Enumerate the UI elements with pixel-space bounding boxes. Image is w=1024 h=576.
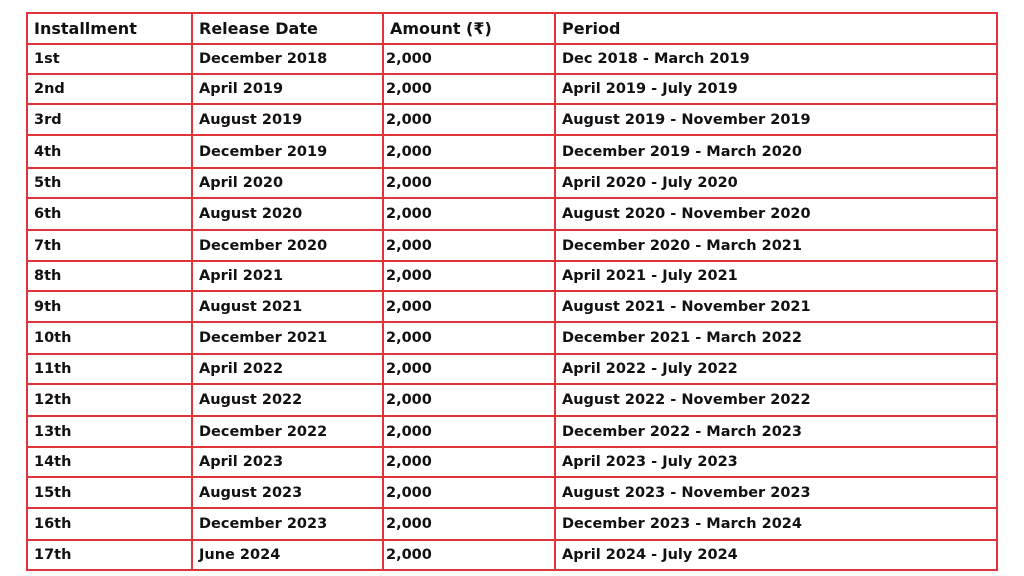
cell-amount: 2,000 bbox=[383, 230, 555, 261]
cell-installment: 12th bbox=[27, 384, 192, 416]
cell-release-date: August 2022 bbox=[192, 384, 383, 416]
cell-period: December 2023 - March 2024 bbox=[555, 508, 997, 540]
header-release-date: Release Date bbox=[192, 13, 383, 44]
cell-installment: 9th bbox=[27, 291, 192, 322]
cell-period: April 2024 - July 2024 bbox=[555, 540, 997, 570]
cell-period: August 2023 - November 2023 bbox=[555, 477, 997, 508]
cell-amount: 2,000 bbox=[383, 74, 555, 104]
cell-release-date: April 2021 bbox=[192, 261, 383, 291]
cell-period: August 2021 - November 2021 bbox=[555, 291, 997, 322]
cell-period: December 2022 - March 2023 bbox=[555, 416, 997, 447]
cell-installment: 13th bbox=[27, 416, 192, 447]
cell-installment: 10th bbox=[27, 322, 192, 354]
cell-release-date: August 2023 bbox=[192, 477, 383, 508]
cell-amount: 2,000 bbox=[383, 44, 555, 74]
cell-release-date: August 2019 bbox=[192, 104, 383, 135]
installments-table bbox=[26, 12, 998, 571]
table-row bbox=[27, 354, 997, 384]
table-row bbox=[27, 291, 997, 322]
cell-installment: 5th bbox=[27, 168, 192, 198]
table-body bbox=[27, 44, 997, 570]
cell-period: April 2022 - July 2022 bbox=[555, 354, 997, 384]
cell-period: Dec 2018 - March 2019 bbox=[555, 44, 997, 74]
cell-release-date: December 2021 bbox=[192, 322, 383, 354]
cell-amount: 2,000 bbox=[383, 135, 555, 168]
cell-installment: 2nd bbox=[27, 74, 192, 104]
cell-period: April 2019 - July 2019 bbox=[555, 74, 997, 104]
table-row bbox=[27, 477, 997, 508]
table-row bbox=[27, 508, 997, 540]
cell-amount: 2,000 bbox=[383, 540, 555, 570]
cell-amount: 2,000 bbox=[383, 477, 555, 508]
table-row bbox=[27, 74, 997, 104]
table-row bbox=[27, 540, 997, 570]
cell-amount: 2,000 bbox=[383, 447, 555, 477]
cell-installment: 17th bbox=[27, 540, 192, 570]
header-amount: Amount (₹) bbox=[383, 13, 555, 44]
cell-period: December 2019 - March 2020 bbox=[555, 135, 997, 168]
cell-release-date: December 2018 bbox=[192, 44, 383, 74]
table-row bbox=[27, 230, 997, 261]
cell-amount: 2,000 bbox=[383, 198, 555, 230]
cell-amount: 2,000 bbox=[383, 384, 555, 416]
cell-installment: 15th bbox=[27, 477, 192, 508]
cell-release-date: April 2019 bbox=[192, 74, 383, 104]
cell-amount: 2,000 bbox=[383, 322, 555, 354]
table-row bbox=[27, 384, 997, 416]
cell-period: August 2020 - November 2020 bbox=[555, 198, 997, 230]
cell-installment: 7th bbox=[27, 230, 192, 261]
cell-release-date: April 2022 bbox=[192, 354, 383, 384]
cell-amount: 2,000 bbox=[383, 416, 555, 447]
cell-installment: 14th bbox=[27, 447, 192, 477]
cell-release-date: August 2020 bbox=[192, 198, 383, 230]
table-row bbox=[27, 416, 997, 447]
header-installment: Installment bbox=[27, 13, 192, 44]
cell-amount: 2,000 bbox=[383, 291, 555, 322]
cell-amount: 2,000 bbox=[383, 508, 555, 540]
cell-period: August 2022 - November 2022 bbox=[555, 384, 997, 416]
cell-release-date: August 2021 bbox=[192, 291, 383, 322]
cell-amount: 2,000 bbox=[383, 354, 555, 384]
cell-period: August 2019 - November 2019 bbox=[555, 104, 997, 135]
table-row bbox=[27, 198, 997, 230]
cell-release-date: June 2024 bbox=[192, 540, 383, 570]
cell-installment: 1st bbox=[27, 44, 192, 74]
table-row bbox=[27, 261, 997, 291]
cell-release-date: December 2022 bbox=[192, 416, 383, 447]
table-header bbox=[27, 13, 997, 44]
table-row bbox=[27, 135, 997, 168]
cell-release-date: April 2023 bbox=[192, 447, 383, 477]
cell-installment: 11th bbox=[27, 354, 192, 384]
cell-installment: 4th bbox=[27, 135, 192, 168]
cell-installment: 16th bbox=[27, 508, 192, 540]
cell-installment: 8th bbox=[27, 261, 192, 291]
cell-release-date: April 2020 bbox=[192, 168, 383, 198]
header-row bbox=[27, 13, 997, 44]
cell-period: December 2021 - March 2022 bbox=[555, 322, 997, 354]
cell-release-date: December 2019 bbox=[192, 135, 383, 168]
table-row bbox=[27, 104, 997, 135]
cell-installment: 6th bbox=[27, 198, 192, 230]
cell-period: December 2020 - March 2021 bbox=[555, 230, 997, 261]
header-period: Period bbox=[555, 13, 997, 44]
table-row bbox=[27, 322, 997, 354]
cell-amount: 2,000 bbox=[383, 261, 555, 291]
cell-period: April 2023 - July 2023 bbox=[555, 447, 997, 477]
cell-period: April 2021 - July 2021 bbox=[555, 261, 997, 291]
cell-period: April 2020 - July 2020 bbox=[555, 168, 997, 198]
cell-release-date: December 2020 bbox=[192, 230, 383, 261]
table-row bbox=[27, 168, 997, 198]
table-row bbox=[27, 44, 997, 74]
cell-installment: 3rd bbox=[27, 104, 192, 135]
cell-amount: 2,000 bbox=[383, 104, 555, 135]
table-row bbox=[27, 447, 997, 477]
cell-amount: 2,000 bbox=[383, 168, 555, 198]
cell-release-date: December 2023 bbox=[192, 508, 383, 540]
